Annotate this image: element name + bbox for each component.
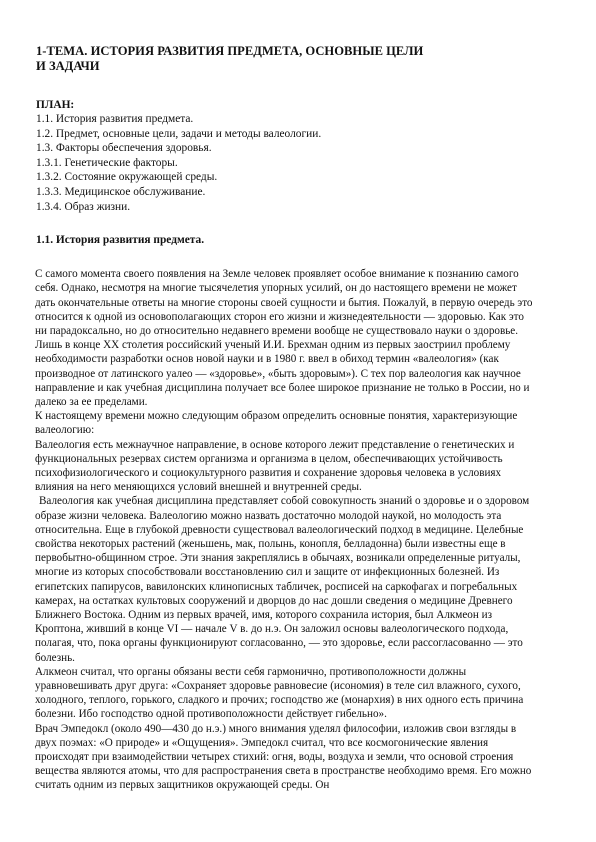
plan-item: 1.3.2. Состояние окружающей среды.	[36, 171, 218, 184]
body-text	[35, 267, 538, 793]
plan-heading: ПЛАН:	[36, 99, 75, 111]
plan-item: 1.1. История развития предмета.	[36, 113, 194, 125]
section-heading: 1.1. История развития предмета.	[36, 234, 205, 247]
paragraph: С самого момента своего появления на Земле человек проявляет особое внимание к познанию самого себя. Однако, несмотря на многие тысячелетия упорных усилий, он до настоящего времени не может дать окончательные ответы на многие стороны своей сущности и бытия. Пожалуй, в первую очередь это относится к одной из основополагающих сторон его жизни и жизнедеятельности — здоровью. Как это ни парадоксально, но до относительно недавнего времени вообще не существовало науки о здоровье. Лишь в конце XX столетия российский ученый И.И. Брехман одним из первых заостриил проблему необходимости разработки основ новой науки и в 1980 г. ввел в обиход термин «валеология» (как производное от латинского уалео — «здоровье», «быть здоровым»). С тех пор валеология как научное направление и как учебная дисциплина получает все более широкое признание не только в России, но и далеко за ее пределами.	[35, 268, 533, 408]
paragraph: Валеология есть межнаучное направление, в основе которого лежит представление о генетических и функциональных резервах систем организма и организма в целом, обеспечивающих устойчивость психофизиологического и социокультурного развития и сохранение здоровья человека в условиях влияния на него меняющихся условий внешней и внутренней среды.	[35, 438, 515, 494]
paragraph: К настоящему времени можно следующим образом определить основные понятия, характеризующие валеологию:	[35, 410, 518, 437]
plan-item: 1.3.1. Генетические факторы.	[36, 156, 178, 169]
plan-item: 1.3.3. Медицинское обслуживание.	[36, 185, 206, 198]
plan-item: 1.3.4. Образ жизни.	[36, 200, 131, 213]
paragraph: Алкмеон считал, что органы обязаны вести себя гармонично, противоположности должны уравновешивать друг друга: «Сохраняет здоровье равновесие (исономия) в теле сил влажного, сухого, холодного, теплого, горького, сладкого и прочих; господство же (монархия) в них одного есть причина болезни. Ибо господство одной противоположности действует гибельно».	[35, 665, 524, 721]
paragraph: Валеология как учебная дисциплина представляет собой совокупность знаний о здоровье и о здоровом образе жизни человека. Валеологию можно назвать достаточно молодой наукой, но молодость эта относительна. Еще в глубокой древности существовал валеологический подход в медицине. Целебные свойства некоторых растений (женьшень, мак, полынь, конопля, белладонна) были известны еще в первобытно-общинном строе. Эти знания закреплялись в обычаях, возникали определенные ритуалы, многие из которых способствовали восстановлению сил и защите от инфекционных болезней. Из египетских папирусов, вавилонских клинописных табличек, росписей на саркофагах и погребальных камерах, на остатках культовых сооружений и дворцов до нас дошли сведения о медицине Древнего Ближнего Востока. Одним из первых врачей, имя, которого сохранила история, был Алкмеон из Кроптона, живший в конце VI — начале V в. до н.э. Он заложил основы валеологического подхода, полагая, что, пока органы функционируют согласованно, — это здоровье, если рассогласованно — это болезнь.	[35, 495, 530, 664]
plan-list	[35, 112, 538, 214]
plan-item: 1.3. Факторы обеспечения здоровья.	[36, 142, 212, 155]
chapter-title: 1-ТЕМА. ИСТОРИЯ РАЗВИТИЯ ПРЕДМЕТА, ОСНОВНЫЕ ЦЕЛИ И ЗАДАЧИ	[36, 44, 424, 73]
plan-item: 1.2. Предмет, основные цели, задачи и методы валеологии.	[36, 127, 322, 140]
paragraph: Врач Эмпедокл (около 490—430 до н.э.) много внимания уделял философии, изложив свои взгляды в двух поэмах: «О природе» и «Ощущения». Эмпедокл считал, что все космогонические явления происходят при взаимодействии четырех стихий: огня, воды, воздуха и земли, что основой строения вещества являются атомы, что для распространения света в пространстве необходимо время. Его можно считать одним из первых защитников окружающей среды. Он	[35, 722, 532, 792]
